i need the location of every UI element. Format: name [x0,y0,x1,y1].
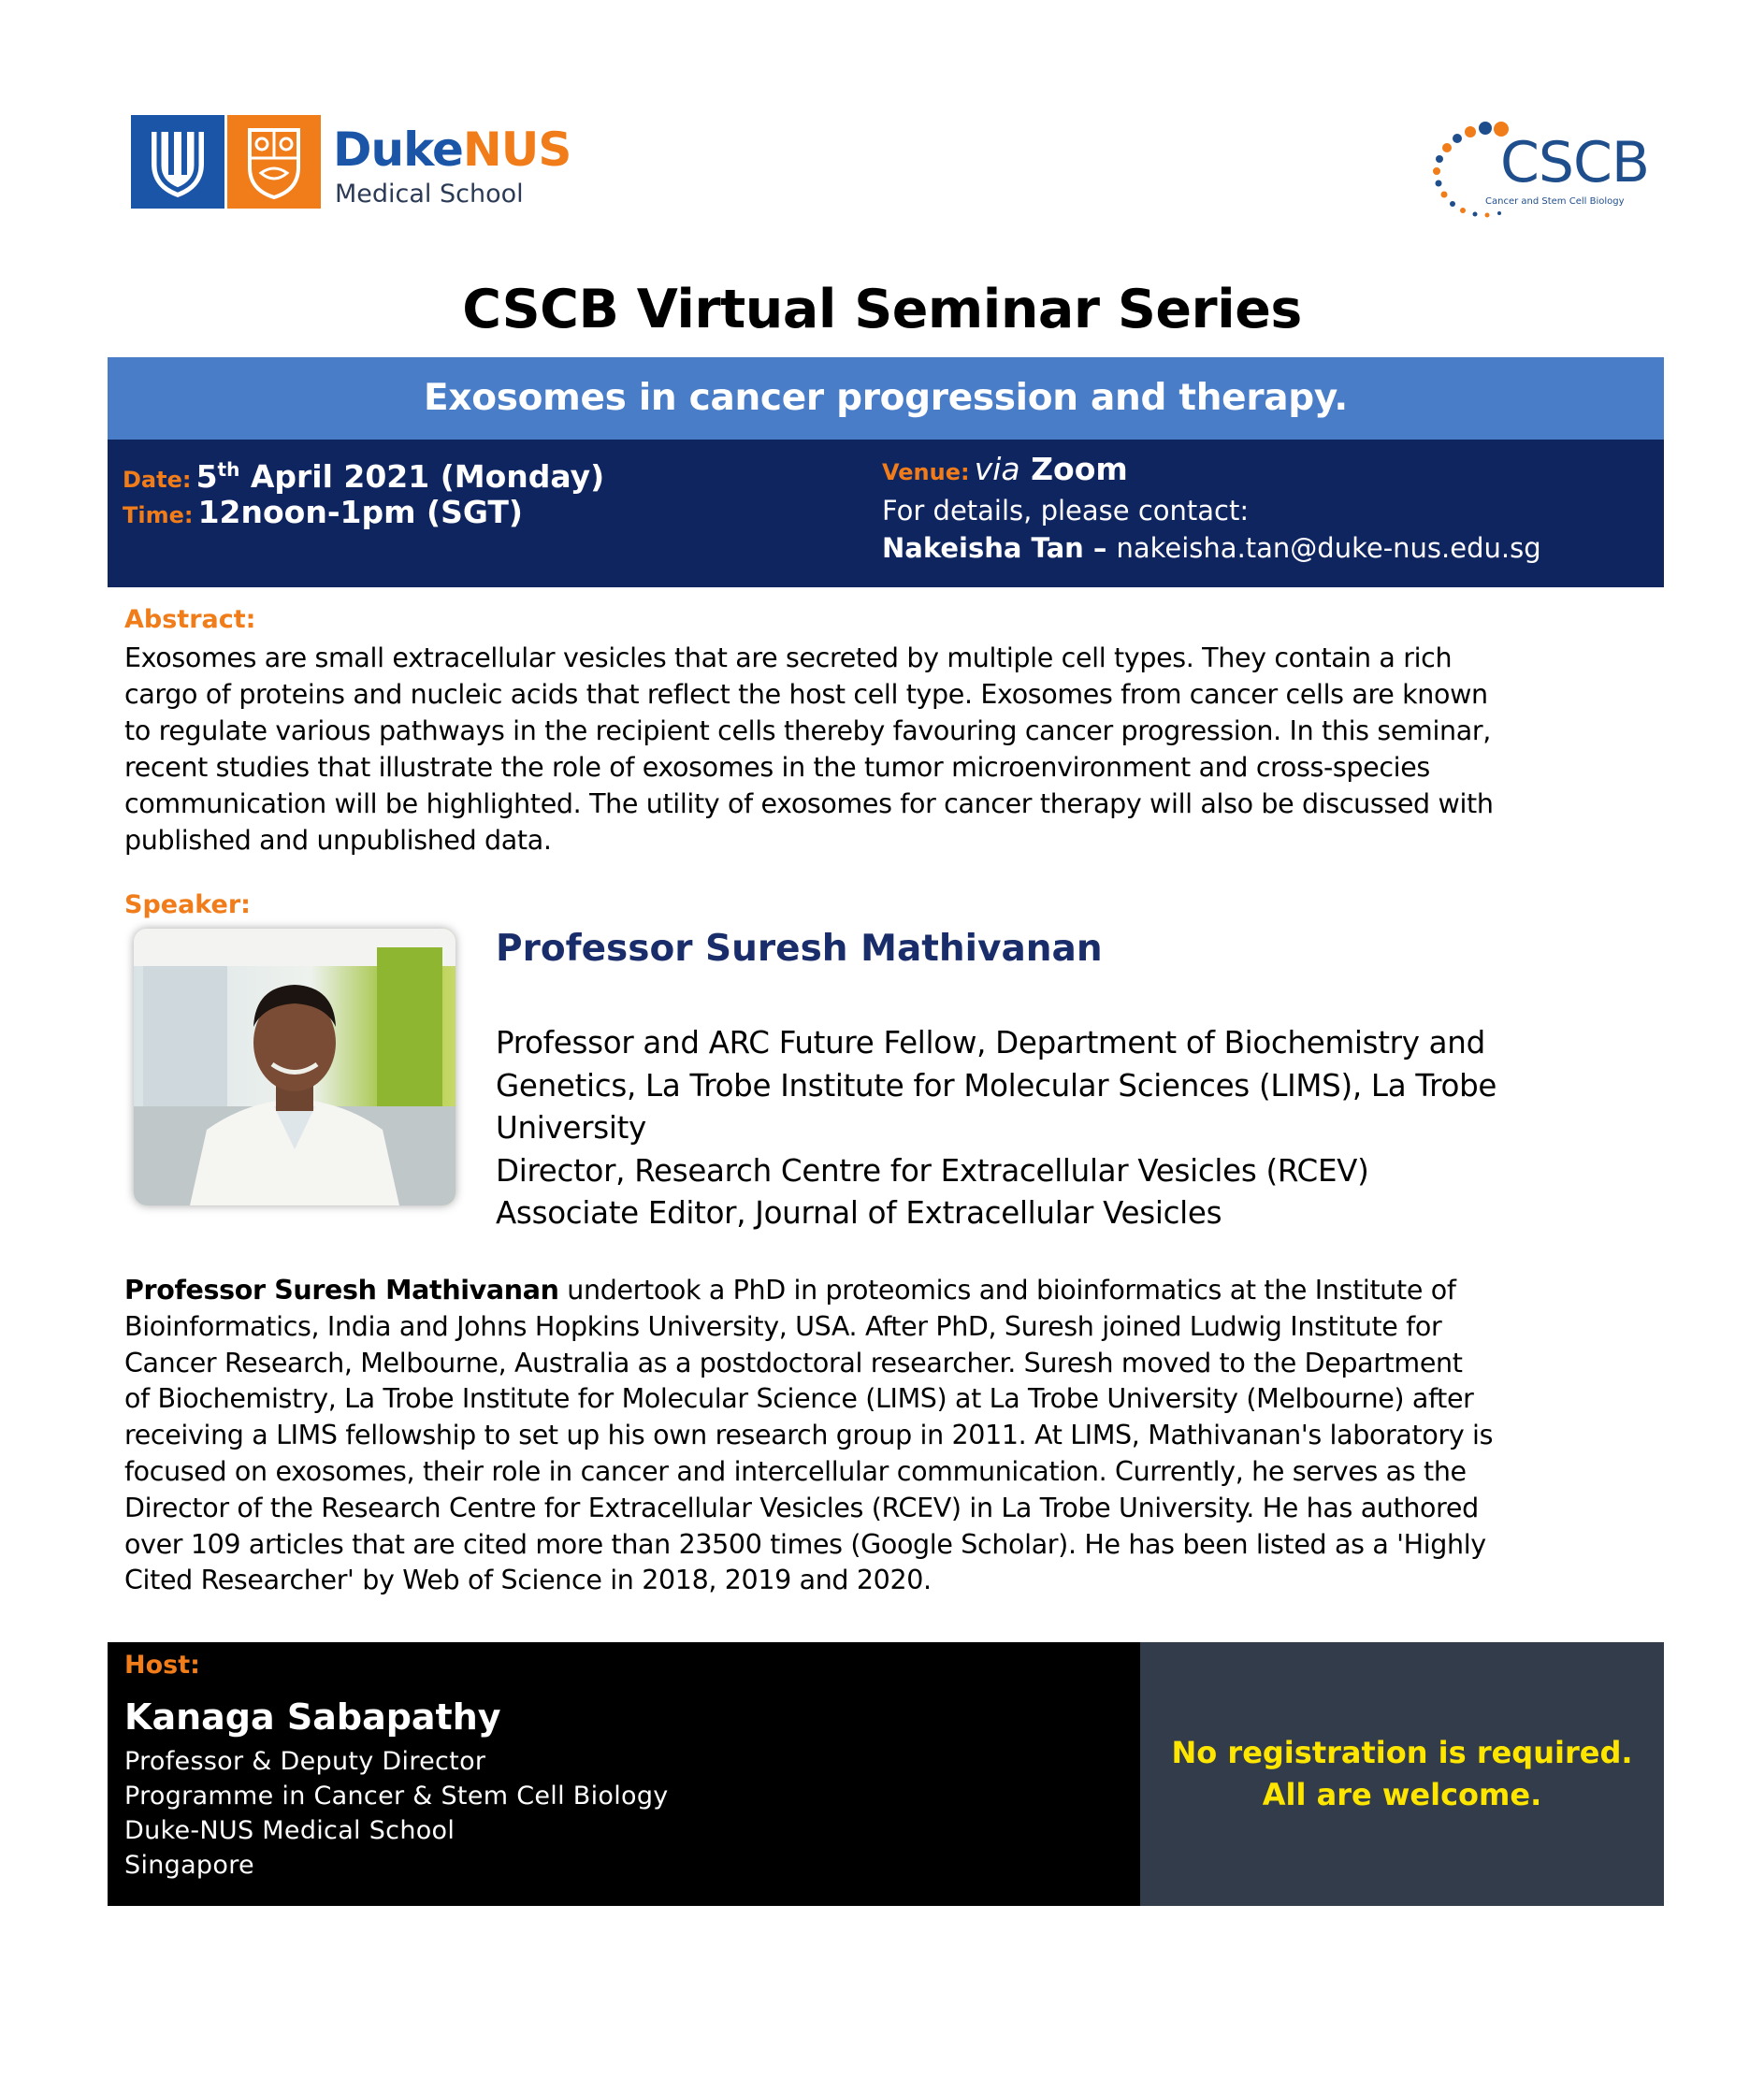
abstract-label: Abstract: [124,605,256,634]
speaker-titles: Professor and ARC Future Fellow, Department of Biochemistry and Genetics, La Trobe Institute for Molecular Sciences (LIMS), La Trobe University Director, Research Centre for Extracellular Vesicles (RCEV) Associate Editor, Journal of Extracellular Vesicles [496,1025,1497,1231]
venue-row [882,449,1128,496]
host-programme: Programme in Cancer & Stem Cell Biology [124,1782,669,1811]
event-info-bar [108,440,1664,587]
host-panel [108,1642,1140,1906]
speaker-photo [134,929,455,1205]
time-row [123,492,523,539]
duke-nus-wordmark: DukeNUS [333,123,571,177]
contact-email[interactable]: nakeisha.tan@duke-nus.edu.sg [1116,532,1541,564]
page-title: CSCB Virtual Seminar Series [462,279,1302,340]
talk-title-banner [108,357,1664,440]
contact-intro: For details, please contact: [882,495,1250,527]
notice-line-2: All are welcome. [1262,1777,1542,1812]
abstract-text: Exosomes are small extracellular vesicles that are secreted by multiple cell types. They contain a rich cargo of proteins and nucleic acids that reflect the host cell type. Exosomes from cancer cells are known to regulate various pathways in the recipient cells thereby favouring cancer progression. In this seminar, recent studies that illustrate the role of exosomes in the tumor microenvironment and cross-species communication will be highlighted. The utility of exosomes for cancer therapy will also be discussed with published and unpublished data. [124,642,1494,856]
duke-nus-subtitle: Medical School [335,180,524,209]
notice-line-1: No registration is required. [1171,1735,1633,1770]
speaker-name: Professor Suresh Mathivanan [496,928,1103,970]
contact-row: Nakeisha Tan – nakeisha.tan@duke-nus.edu.sg [882,532,1541,564]
nus-crest-icon [227,115,321,209]
bio-first-line: Professor Suresh Mathivanan undertook a PhD in proteomics and bioinformatics at the Institute of [124,1275,1456,1306]
time-label: Time: [123,502,194,528]
host-location: Singapore [124,1851,254,1880]
speaker-bio: Professor Suresh Mathivanan undertook a PhD in proteomics and bioinformatics at the Institute of Bioinformatics, India and Johns Hopkins University, USA. After PhD, Suresh joined Ludwig Institute for Cancer Research, Melbourne, Australia as a postdoctoral researcher. Suresh moved to the Department of Biochemistry, La Trobe Institute for Molecular Science (LIMS) at La Trobe University (Melbourne) after receiving a LIMS fellowship to set up his own research group in 2011. At LIMS, Mathivanan's laboratory is focused on exosomes, their role in cancer and intercellular communication. Currently, he serves as the Director of the Research Centre for Extracellular Vesicles (RCEV) in La Trobe University. He has authored over 109 articles that are cited more than 23500 times (Google Scholar). He has been listed as a 'Highly Cited Researcher' by Web of Science in 2018, 2019 and 2020. [124,1273,1658,1599]
time-value: 12noon-1pm (SGT) [197,494,523,530]
duke-shield-icon [131,115,224,209]
venue-label: Venue: [882,459,970,485]
host-institution: Duke-NUS Medical School [124,1816,455,1845]
venue-value: via Zoom [974,451,1128,487]
speaker-label: Speaker: [124,890,251,919]
host-title: Professor & Deputy Director [124,1747,486,1776]
talk-title: Exosomes in cancer progression and therapy. [424,377,1348,419]
registration-notice [1140,1642,1664,1906]
contact-name: Nakeisha Tan [882,532,1084,564]
date-label: Date: [123,467,192,493]
host-label: Host: [124,1651,200,1680]
cscb-logo [1429,120,1663,223]
host-name: Kanaga Sabapathy [124,1696,501,1738]
duke-nus-logo [131,115,636,209]
date-value: 5th April 2021 (Monday) [195,458,605,495]
cscb-tagline: Cancer and Stem Cell Biology [1485,196,1625,207]
cscb-wordmark: CSCB [1500,130,1650,195]
